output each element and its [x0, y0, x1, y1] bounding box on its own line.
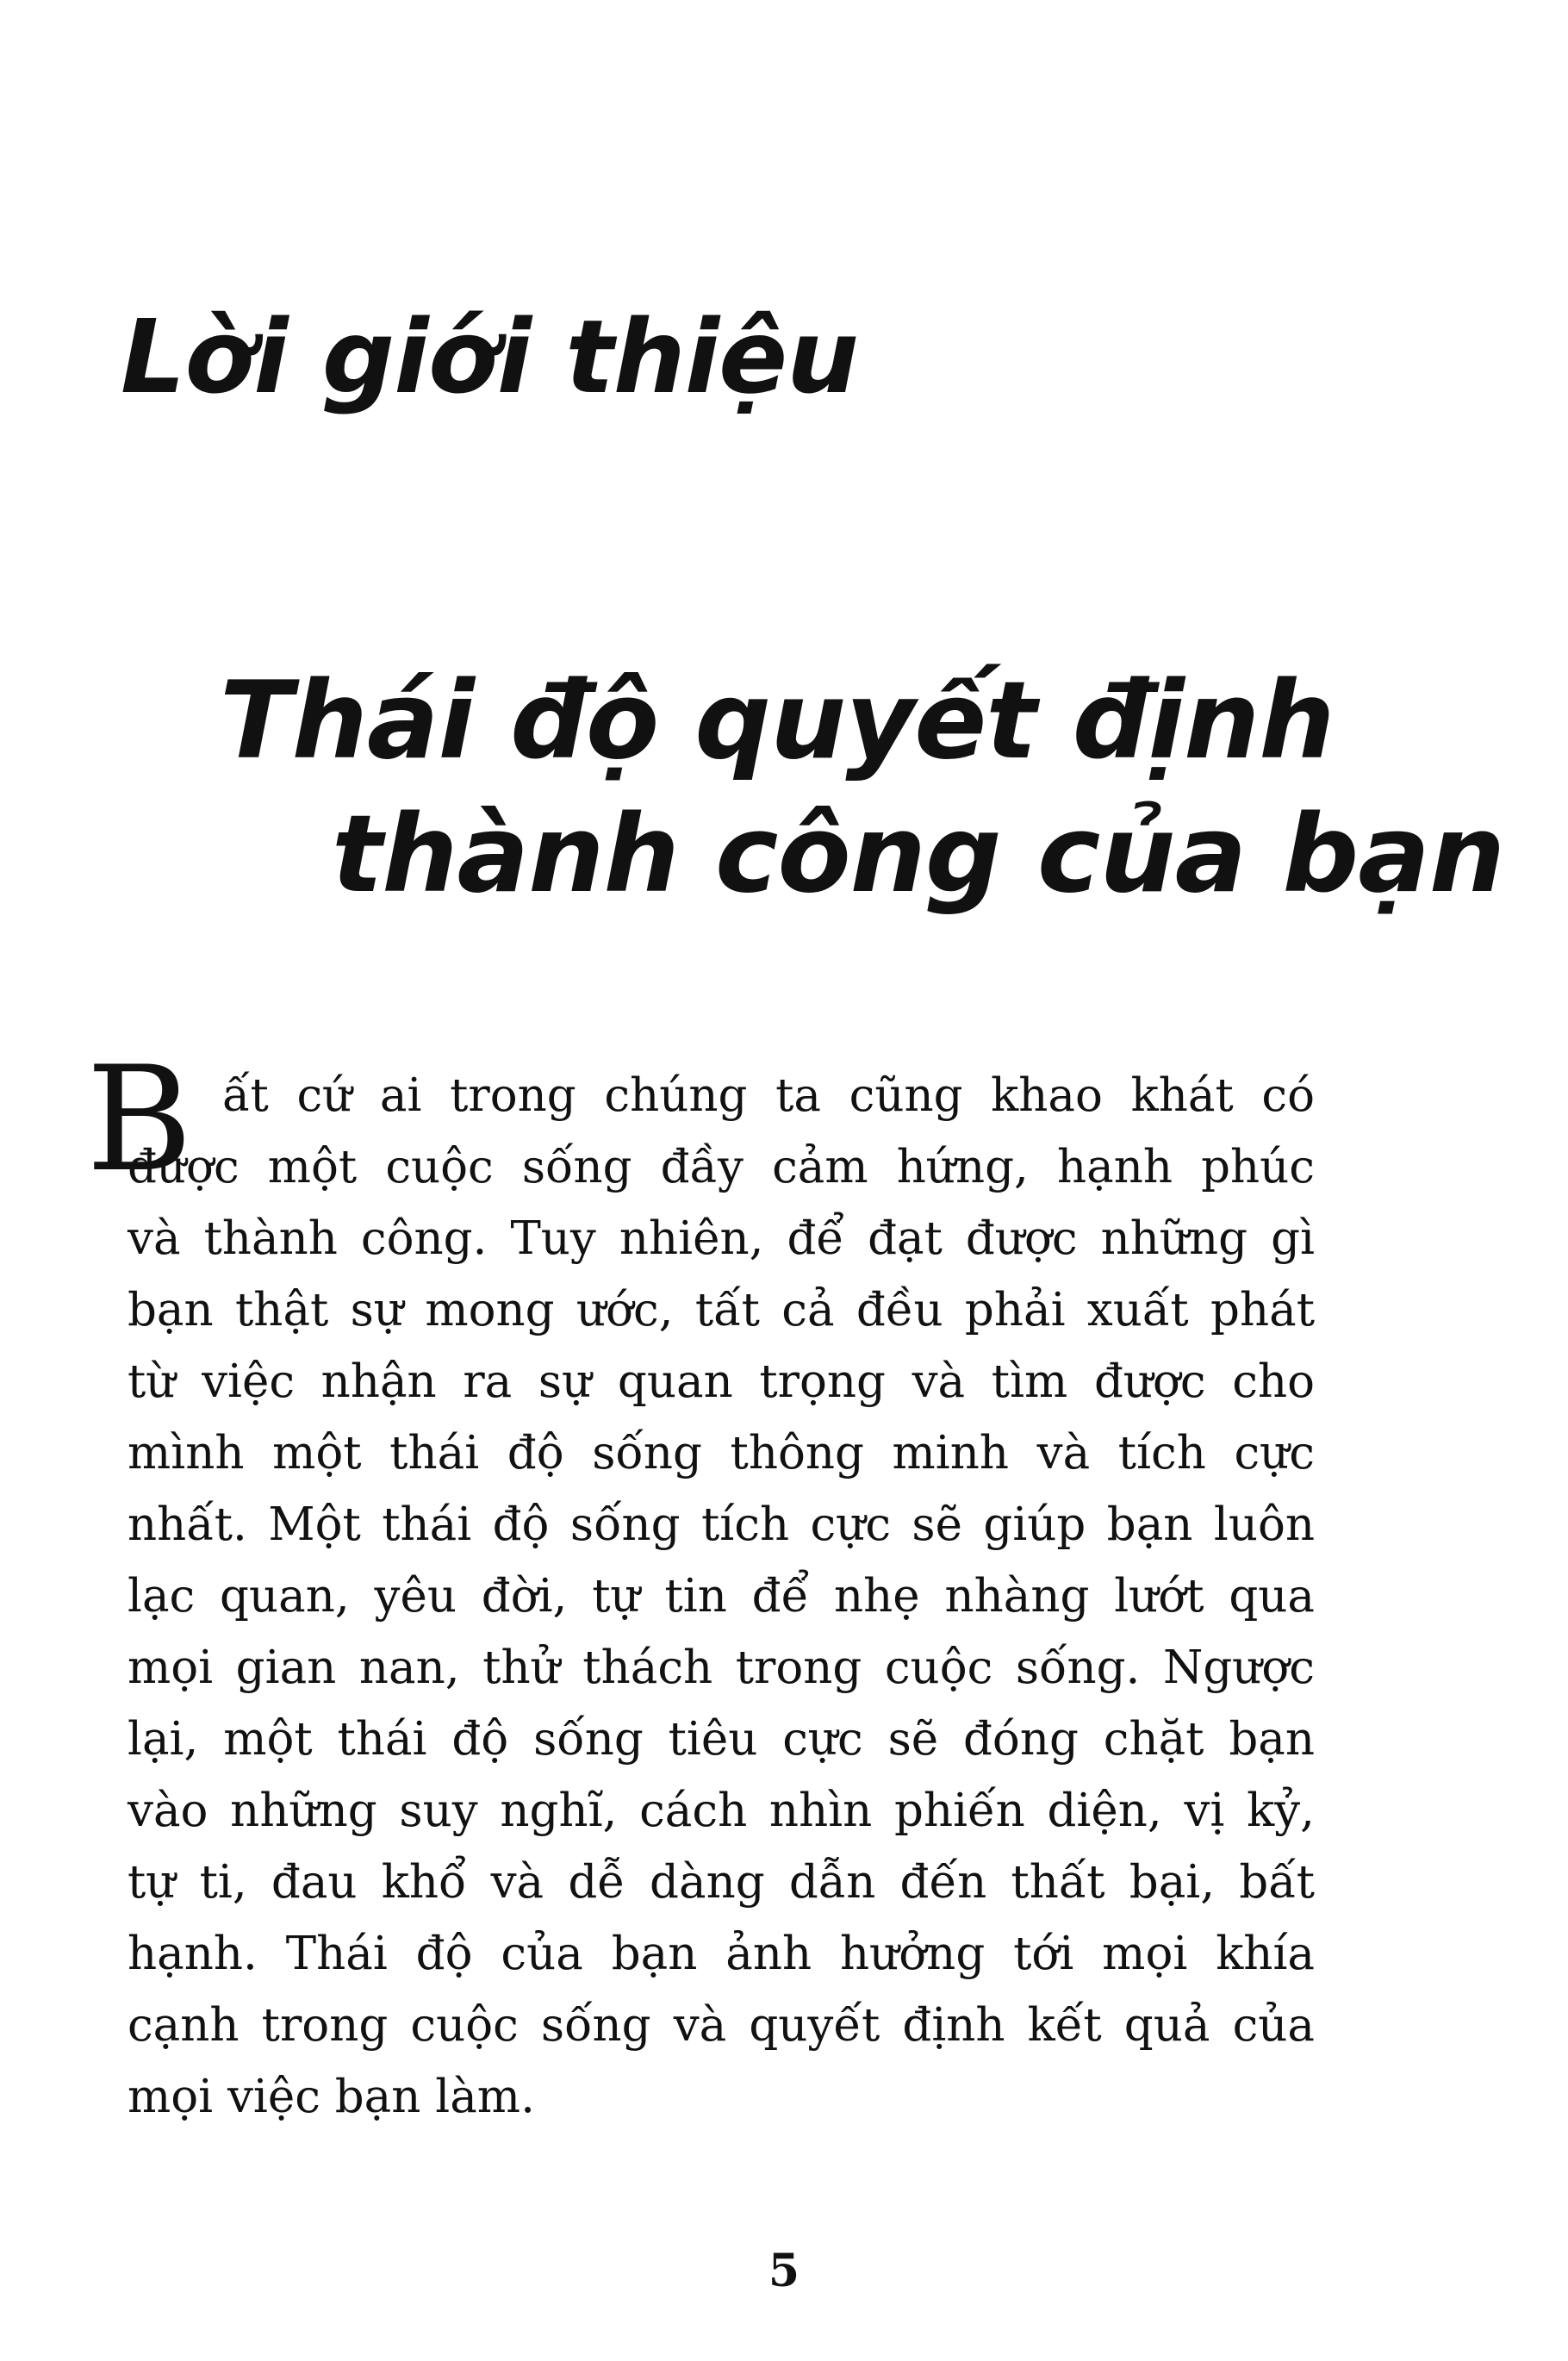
paragraph-line: và thành công. Tuy nhiên, để đạt được những gì: [128, 1212, 1315, 1265]
paragraph-line: lạc quan, yêu đời, tự tin để nhẹ nhàng lướt qua: [128, 1570, 1315, 1623]
drop-cap: B: [86, 1035, 193, 1204]
section-label: Lời giới thiệu: [121, 297, 859, 416]
paragraph-line: mọi gian nan, thử thách trong cuộc sống. Ngược: [128, 1641, 1315, 1694]
paragraph-line: mình một thái độ sống thông minh và tích cực: [128, 1427, 1315, 1480]
paragraph-line: mọi việc bạn làm.: [128, 2071, 535, 2123]
paragraph-line: lại, một thái độ sống tiêu cực sẽ đóng chặt bạn: [128, 1713, 1315, 1766]
chapter-title-line-2: thành công của bạn: [332, 793, 1505, 917]
page-number: 5: [768, 2245, 800, 2297]
paragraph-line: vào những suy nghĩ, cách nhìn phiến diện, vị kỷ,: [128, 1785, 1315, 1837]
chapter-title-line-1: Thái độ quyết định: [220, 659, 1335, 783]
paragraph-line: bạn thật sự mong ước, tất cả đều phải xuất phát: [128, 1284, 1315, 1336]
paragraph-line: nhất. Một thái độ sống tích cực sẽ giúp bạn luôn: [128, 1498, 1315, 1551]
paragraph-line: được một cuộc sống đầy cảm hứng, hạnh phúc: [128, 1141, 1315, 1193]
paragraph-line: từ việc nhận ra sự quan trọng và tìm được cho: [128, 1355, 1315, 1408]
paragraph-line: cạnh trong cuộc sống và quyết định kết quả của: [128, 1999, 1315, 2052]
paragraph-line: tự ti, đau khổ và dễ dàng dẫn đến thất bại, bất: [128, 1856, 1315, 1909]
paragraph-line: hạnh. Thái độ của bạn ảnh hưởng tới mọi khía: [128, 1928, 1315, 1980]
paragraph-line: ất cứ ai trong chúng ta cũng khao khát có: [222, 1069, 1315, 1122]
chapter-title: [0, 655, 1568, 922]
body-paragraph: [128, 1060, 1315, 2133]
